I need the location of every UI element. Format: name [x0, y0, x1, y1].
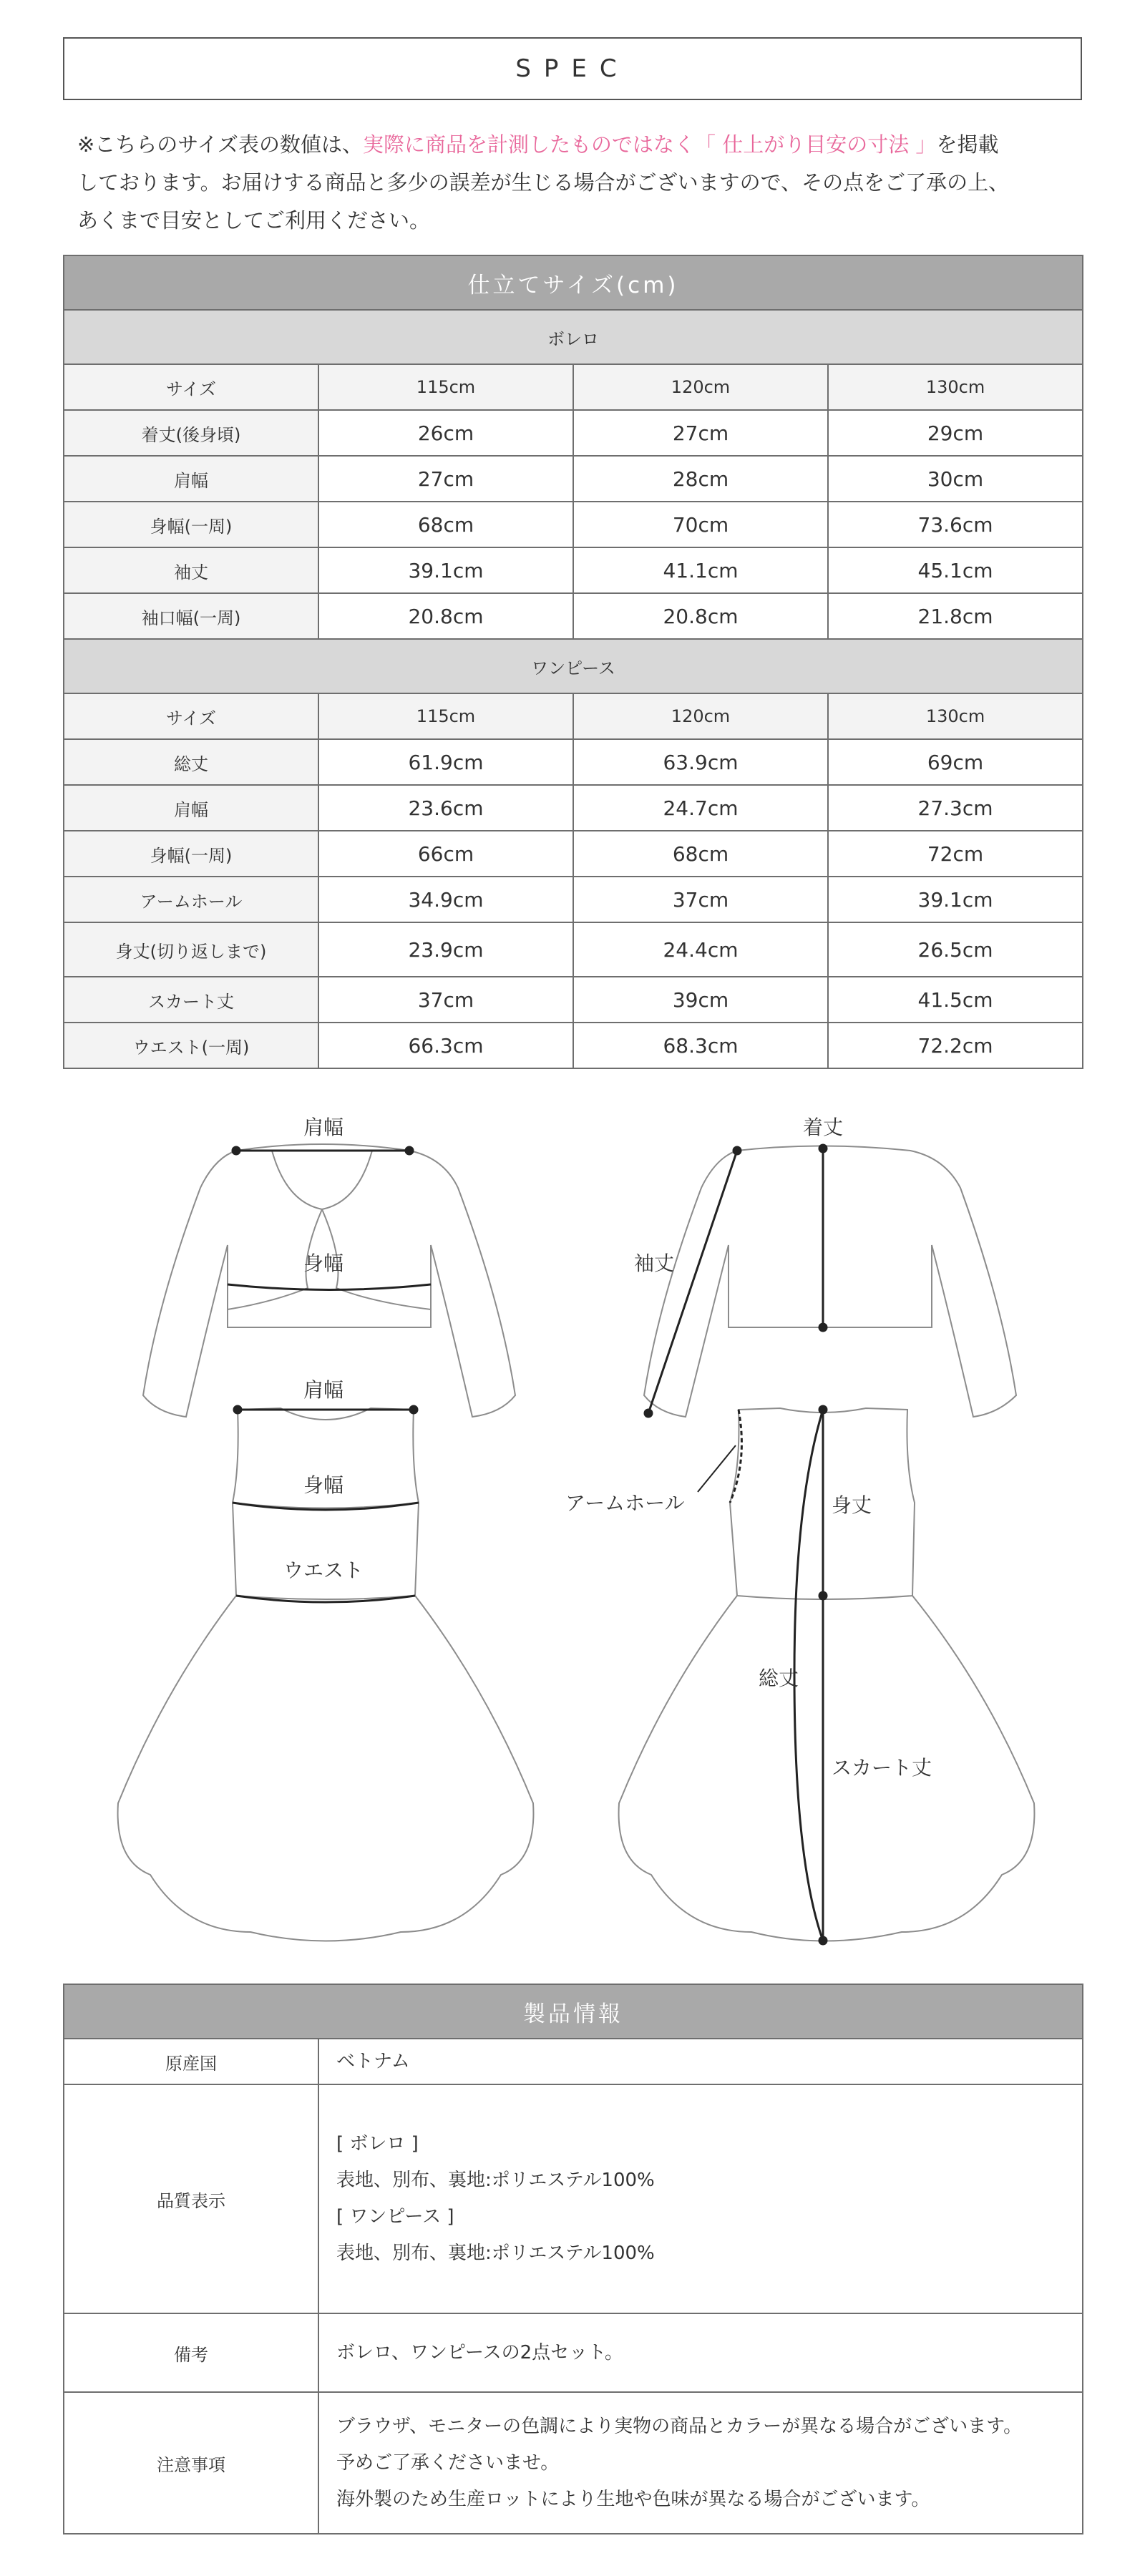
back-dress-armhole-leader	[698, 1445, 736, 1492]
notice-suffix: を掲載	[936, 132, 999, 157]
cell-value: 27cm	[318, 456, 573, 502]
notice-highlight: 実際に商品を計測したものではなく「 仕上がり目安の寸法 」	[362, 132, 937, 157]
info-row-quality	[64, 2084, 1083, 2313]
back-dress-armhole-line	[730, 1410, 741, 1503]
cell-value: 41.5cm	[828, 977, 1083, 1023]
table-row	[64, 831, 1083, 877]
info-row-caution	[64, 2392, 1083, 2534]
front-dress-width-line	[233, 1503, 419, 1510]
back-bolero-length-dot-bottom	[819, 1324, 827, 1331]
row-label: 袖口幅(一周)	[64, 593, 318, 639]
back-bolero-sleeve-line	[648, 1151, 737, 1413]
label-back-dress-armhole: アームホール	[565, 1491, 685, 1515]
cell-value: 45.1cm	[828, 547, 1083, 593]
front-bolero-width-line	[228, 1284, 431, 1290]
row-label: 身幅(一周)	[64, 831, 318, 877]
row-label: 肩幅	[64, 456, 318, 502]
table-row	[64, 739, 1083, 785]
label-front-dress-shoulder: 肩幅	[303, 1378, 344, 1402]
spec-title: SPEC	[63, 37, 1082, 100]
row-label: 袖丈	[64, 547, 318, 593]
bolero-size-120: 120cm	[573, 364, 828, 410]
row-label: 着丈(後身頃)	[64, 410, 318, 456]
info-row-remarks	[64, 2313, 1083, 2392]
bolero-heading: ボレロ	[64, 310, 1083, 364]
row-label: アームホール	[64, 877, 318, 922]
quality-line: 表地、別布、裏地:ポリエステル100%	[336, 2170, 655, 2191]
back-bolero-length-dot-top	[819, 1145, 827, 1152]
label-back-dress-body: 身丈	[832, 1493, 872, 1517]
onepiece-size-label: サイズ	[64, 693, 318, 739]
table-row	[64, 593, 1083, 639]
cell-value: 34.9cm	[318, 877, 573, 922]
cell-value: 23.9cm	[318, 922, 573, 977]
quality-line: [ ワンピース ]	[336, 2206, 454, 2228]
bolero-size-row	[64, 364, 1083, 410]
front-dress-shoulder-dot-left	[234, 1406, 241, 1413]
notice-prefix: ※こちらのサイズ表の数値は、	[77, 132, 363, 157]
cell-value: 68cm	[318, 502, 573, 547]
bolero-size-115: 115cm	[318, 364, 573, 410]
label-back-dress-skirt: スカート丈	[832, 1756, 932, 1780]
bolero-size-130: 130cm	[828, 364, 1083, 410]
row-label: スカート丈	[64, 977, 318, 1023]
cell-value: 72.2cm	[828, 1023, 1083, 1068]
notice-line-3: あくまで目安としてご利用ください。	[77, 208, 431, 233]
label-front-dress-width: 身幅	[303, 1473, 344, 1497]
cell-value: 37cm	[318, 977, 573, 1023]
origin-value: ベトナム	[318, 2039, 1083, 2084]
cell-value: 27.3cm	[828, 785, 1083, 831]
product-info-table	[63, 1984, 1083, 2534]
cell-value: 30cm	[828, 456, 1083, 502]
cell-value: 73.6cm	[828, 502, 1083, 547]
back-dress-outline	[619, 1408, 1035, 1941]
cell-value: 41.1cm	[573, 547, 828, 593]
row-label: 肩幅	[64, 785, 318, 831]
label-front-bolero-width: 身幅	[303, 1252, 344, 1275]
remarks-value: ボレロ、ワンピースの2点セット。	[318, 2313, 1083, 2392]
cell-value: 20.8cm	[318, 593, 573, 639]
cell-value: 69cm	[828, 739, 1083, 785]
cell-value: 72cm	[828, 831, 1083, 877]
cell-value: 39.1cm	[318, 547, 573, 593]
table-row	[64, 502, 1083, 547]
cell-value: 68.3cm	[573, 1023, 828, 1068]
front-bolero-outline	[143, 1144, 515, 1417]
quality-line: [ ボレロ ]	[336, 2133, 419, 2155]
table-row	[64, 977, 1083, 1023]
cell-value: 27cm	[573, 410, 828, 456]
table-row	[64, 547, 1083, 593]
cell-value: 20.8cm	[573, 593, 828, 639]
onepiece-size-row	[64, 693, 1083, 739]
cell-value: 23.6cm	[318, 785, 573, 831]
onepiece-size-120: 120cm	[573, 693, 828, 739]
cell-value: 21.8cm	[828, 593, 1083, 639]
onepiece-heading: ワンピース	[64, 639, 1083, 693]
label-front-dress-waist: ウエスト	[283, 1558, 364, 1582]
row-label: ウエスト(一周)	[64, 1023, 318, 1068]
onepiece-size-115: 115cm	[318, 693, 573, 739]
info-row-origin	[64, 2039, 1083, 2084]
cell-value: 63.9cm	[573, 739, 828, 785]
cell-value: 70cm	[573, 502, 828, 547]
quality-label: 品質表示	[64, 2084, 318, 2313]
size-notice	[77, 126, 1079, 240]
back-dress-dot-waist	[819, 1592, 827, 1599]
back-bolero-sleeve-dot-bottom	[645, 1410, 652, 1417]
cell-value: 28cm	[573, 456, 828, 502]
table-row	[64, 877, 1083, 922]
table-row	[64, 922, 1083, 977]
cell-value: 61.9cm	[318, 739, 573, 785]
quality-value	[318, 2084, 1083, 2313]
notice-line-2: しております。お届けする商品と多少の誤差が生じる場合がございますので、その点をご了承の上、	[77, 170, 1010, 195]
cell-value: 26cm	[318, 410, 573, 456]
back-bolero-sleeve-dot-top	[734, 1147, 741, 1154]
cell-value: 39.1cm	[828, 877, 1083, 922]
remarks-label: 備考	[64, 2313, 318, 2392]
product-info-title: 製品情報	[64, 1984, 1083, 2039]
caution-line: 海外製のため生産ロットにより生地や色味が異なる場合がございます。	[336, 2488, 930, 2510]
label-back-dress-total: 総丈	[759, 1667, 799, 1690]
label-back-bolero-sleeve: 袖丈	[634, 1252, 675, 1275]
caution-line: 予めご了承くださいませ。	[336, 2451, 560, 2474]
cell-value: 66cm	[318, 831, 573, 877]
table-row	[64, 410, 1083, 456]
onepiece-size-130: 130cm	[828, 693, 1083, 739]
caution-value	[318, 2392, 1083, 2534]
cell-value: 26.5cm	[828, 922, 1083, 977]
front-dress-shoulder-dot-right	[410, 1406, 417, 1413]
back-bolero-outline	[644, 1146, 1016, 1418]
table-row	[64, 456, 1083, 502]
front-bolero-shoulder-dot-right	[406, 1147, 413, 1154]
measurement-illustration	[0, 1088, 1145, 1968]
quality-line: 表地、別布、裏地:ポリエステル100%	[336, 2243, 655, 2264]
bolero-size-label: サイズ	[64, 364, 318, 410]
row-label: 身幅(一周)	[64, 502, 318, 547]
caution-line: ブラウザ、モニターの色調により実物の商品とカラーが異なる場合がございます。	[336, 2415, 1023, 2437]
row-label: 総丈	[64, 739, 318, 785]
caution-label: 注意事項	[64, 2392, 318, 2534]
front-bolero-shoulder-dot-left	[233, 1147, 240, 1154]
size-table	[63, 255, 1083, 1069]
cell-value: 24.4cm	[573, 922, 828, 977]
size-table-title: 仕立てサイズ(cm)	[64, 255, 1083, 310]
origin-label: 原産国	[64, 2039, 318, 2084]
label-back-bolero-length: 着丈	[802, 1116, 844, 1139]
row-label: 身丈(切り返しまで)	[64, 922, 318, 977]
cell-value: 37cm	[573, 877, 828, 922]
front-bolero-neckline	[272, 1151, 372, 1209]
cell-value: 29cm	[828, 410, 1083, 456]
cell-value: 68cm	[573, 831, 828, 877]
cell-value: 66.3cm	[318, 1023, 573, 1068]
table-row	[64, 1023, 1083, 1068]
cell-value: 24.7cm	[573, 785, 828, 831]
label-front-bolero-shoulder: 肩幅	[303, 1116, 344, 1139]
table-row	[64, 785, 1083, 831]
cell-value: 39cm	[573, 977, 828, 1023]
